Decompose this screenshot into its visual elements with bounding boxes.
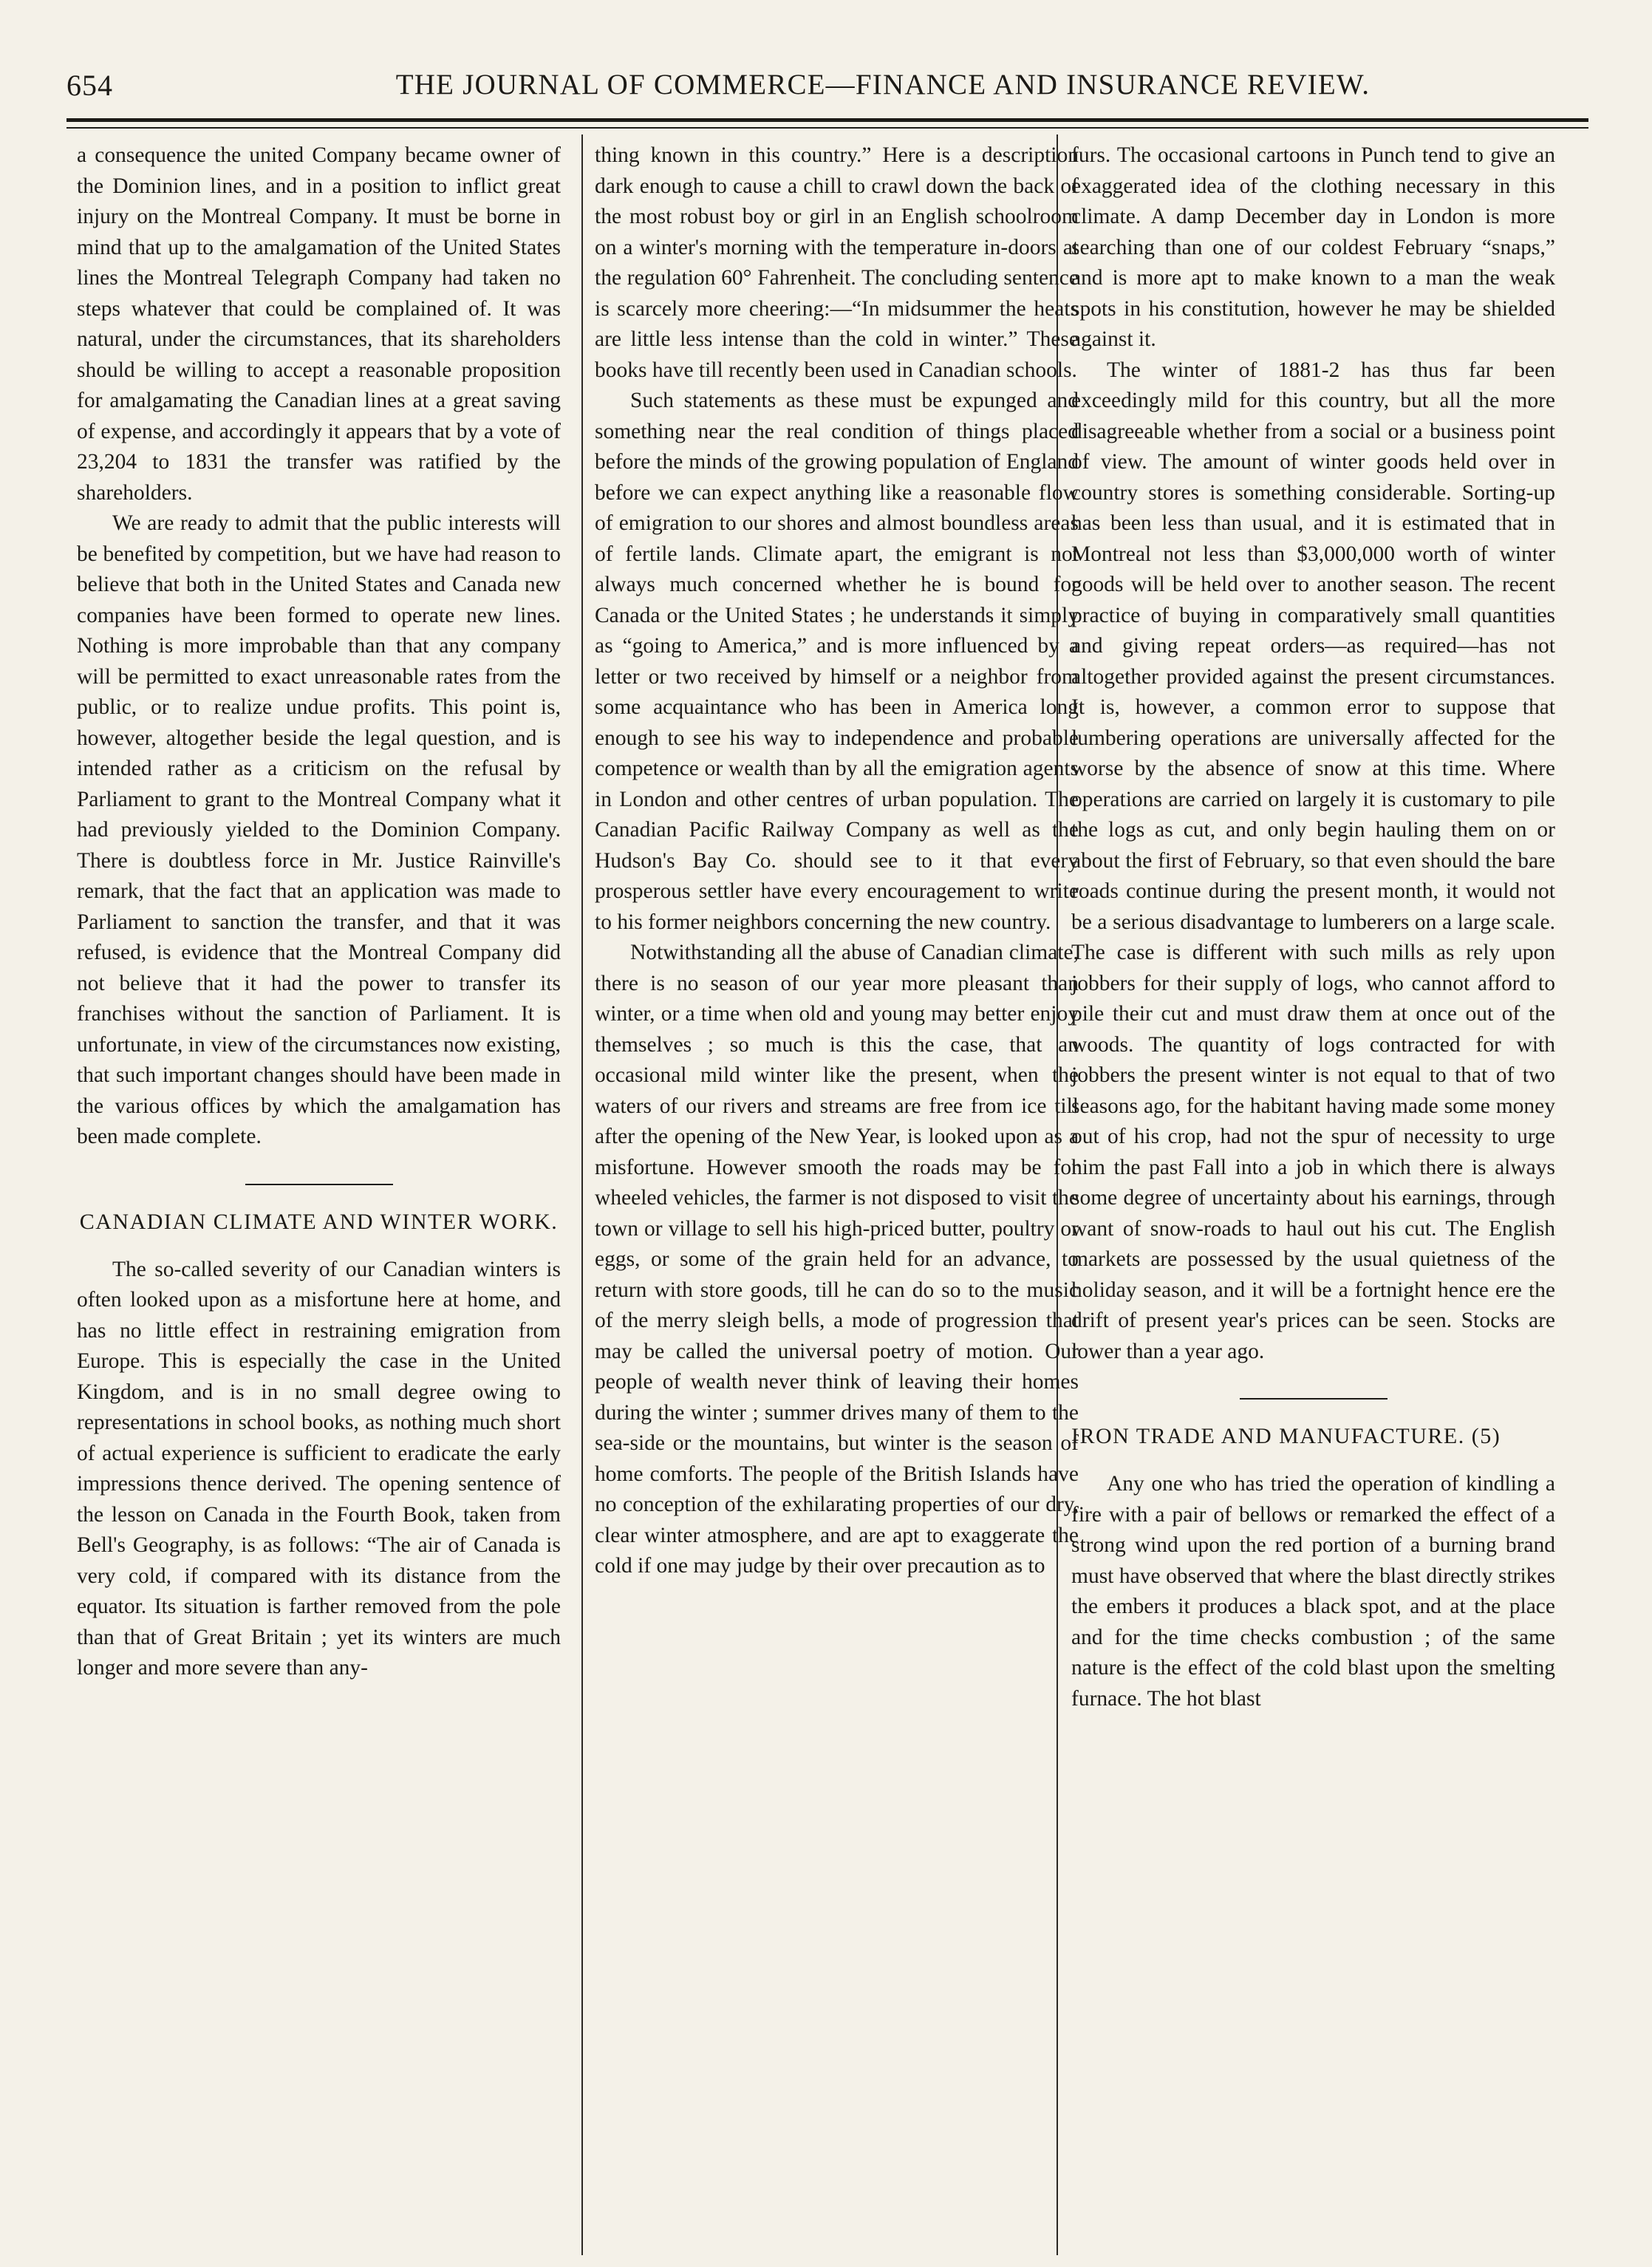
column-divider bbox=[581, 134, 583, 2255]
section-separator bbox=[1240, 1398, 1388, 1400]
column-2 bbox=[595, 140, 1079, 1582]
paragraph: Any one who has tried the operation of kindling a fire with a pair of bellows or remarked the effect of a strong wind upon the red portion of a burning brand must have observed that where the blast directly strikes the embers it produces a black spot, and at the place and for the time checks combustion ; of the same nature is the effect of the cold blast upon the smelting furnace. The hot blast bbox=[1071, 1472, 1555, 1711]
paragraph: furs. The occasional cartoons in Punch tend to give an exaggerated idea of the clothing necessary in this climate. A damp December day in London is more searching than one of our coldest February “snaps,” and is more apt to make known to a man the weak spots in his constitution, however he may be shielded against it. bbox=[1071, 143, 1555, 351]
paragraph: a consequence the united Company became owner of the Dominion lines, and in a position to inflict great injury on the Montreal Company. It must be borne in mind that up to the amalgamation of the United States lines the Montreal Telegraph Company had taken no steps whatever that could be complained of. It was natural, under the circumstances, that its shareholders should be willing to accept a reasonable proposition for amalgamating the Canadian lines at a great saving of expense, and accordingly it appears that by a vote of 23,204 to 1831 the transfer was ratified by the shareholders. bbox=[77, 143, 561, 505]
paragraph: Such statements as these must be expunged and something near the real condition of things placed before the minds of the growing population of England before we can expect anything like a reasonable flow of emigration to our shores and almost boundless areas of fertile lands. Climate apart, the emigrant is not always much concerned whether he is bound for Canada or the United States ; he understands it simply as “going to America,” and is more influenced by a letter or two received by himself or a neighbor from some acquaintance who has been in America long enough to see his way to independence and probable competence or wealth than by all the emigration agents in London and other centres of urban population. The Canadian Pacific Railway Company as well as the Hudson's Bay Co. should see to it that every prosperous settler have every encouragement to write to his former neighbors concerning the new country. bbox=[595, 389, 1079, 934]
page-header bbox=[66, 68, 1581, 109]
paragraph: The so-called severity of our Canadian winters is often looked upon as a misfortune here at home, and has no little effect in restraining emigration from Europe. This is especially the case in the United Kingdom, and is in no small degree owing to representations in school books, as nothing much short of actual experience is sufficient to eradicate the early impressions thence derived. The opening sentence of the lesson on Canada in the Fourth Book, taken from Bell's Geography, is as follows: “The air of Canada is very cold, if compared with its distance from the equator. Its situation is farther removed from the pole than that of Great Britain ; yet its winters are much longer and more severe than any- bbox=[77, 1257, 561, 1680]
header-rule-thin bbox=[66, 127, 1588, 129]
running-title: THE JOURNAL OF COMMERCE—FINANCE AND INSURANCE REVIEW. bbox=[395, 69, 1371, 100]
paragraph: Notwithstanding all the abuse of Canadian climate, there is no season of our year more pleasant than winter, or a time when old and young may better enjoy themselves ; so much is this the case, that an occasional mild winter like the present, when the waters of our rivers and streams are free from ice till after the opening of the New Year, is looked upon as a misfortune. However smooth the roads may be for wheeled vehicles, the farmer is not disposed to visit the town or village to sell his high-priced butter, poultry or eggs, or some of the grain held for an advance, to return with store goods, till he can do so to the music of the merry sleigh bells, a mode of progression that may be called the universal poetry of motion. Our people of wealth never think of leaving their homes during the winter ; summer drives many of them to the sea-side or the mountains, but winter is the season of home comforts. The people of the British Islands have no conception of the exhilarating properties of our dry, clear winter atmosphere, and are apt to exaggerate the cold if one may judge by their over precaution as to bbox=[595, 941, 1079, 1578]
paragraph: We are ready to admit that the public interests will be benefited by competition, but we have had reason to believe that both in the United States and Canada new companies have been formed to operate new lines. Nothing is more improbable than that any company will be permitted to exact unreasonable rates from the public, or to realize undue profits. This point is, however, altogether beside the legal question, and is intended rather as a criticism on the refusal by Parliament to grant to the Montreal Company what it had previously yielded to the Dominion Company. There is doubtless force in Mr. Justice Rainville's remark, that the fact that an application was made to Parliament to sanction the transfer, and that it was refused, is evidence that the Montreal Company did not believe that it had the power to transfer its franchises without the sanction of Parliament. It is unfortunate, in view of the circumstances now existing, that such important changes should have been made in the various offices by which the amalgamation has been made complete. bbox=[77, 511, 561, 1148]
header-rule-thick bbox=[66, 118, 1588, 122]
column-1 bbox=[77, 140, 561, 1684]
column-3 bbox=[1071, 140, 1555, 1714]
section-separator bbox=[245, 1184, 393, 1185]
paragraph: thing known in this country.” Here is a description dark enough to cause a chill to crawl down the back of the most robust boy or girl in an English schoolroom on a winter's morning with the temperature in-doors at the regulation 60° Fahrenheit. The concluding sentence is scarcely more cheering:—“In midsummer the heats are little less intense than the cold in winter.” These books have till recently been used in Canadian schools. bbox=[595, 143, 1079, 382]
paragraph: The winter of 1881-2 has thus far been exceedingly mild for this country, but all the more disagreeable whether from a social or a business point of view. The amount of winter goods held over in country stores is something considerable. Sorting-up has been less than usual, and it is estimated that in Montreal not less than $3,000,000 worth of winter goods will be held over to another season. The recent practice of buying in comparatively small quantities and giving repeat orders—as required—has not altogether provided against the present circumstances. It is, however, a common error to suppose that lumbering operations are universally affected for the worse by the absence of snow at this time. Where operations are carried on largely it is customary to pile the logs as cut, and only begin hauling them on or about the first of February, so that even should the bare roads continue during the present month, it would not be a serious disadvantage to lumberers on a large scale. The case is different with such mills as rely upon jobbers for their supply of logs, who cannot afford to pile their cut and must draw them at once out of the woods. The quantity of logs contracted for with jobbers the present winter is not equal to that of two seasons ago, for the habitant having made some money out of his crop, had not the spur of necessity to urge him the past Fall into a job in which there is always some degree of uncertainty about his earnings, through want of snow-roads to haul out his cut. The English markets are possessed by the usual quietness of the holiday season, and it will be a fortnight hence ere the drift of present year's prices can be seen. Stocks are lower than a year ago. bbox=[1071, 358, 1555, 1363]
section-title: IRON TRADE AND MANUFACTURE. (5) bbox=[1071, 1424, 1501, 1448]
section-title: CANADIAN CLIMATE AND WINTER WORK. bbox=[79, 1209, 559, 1234]
page-number: 654 bbox=[66, 69, 113, 102]
